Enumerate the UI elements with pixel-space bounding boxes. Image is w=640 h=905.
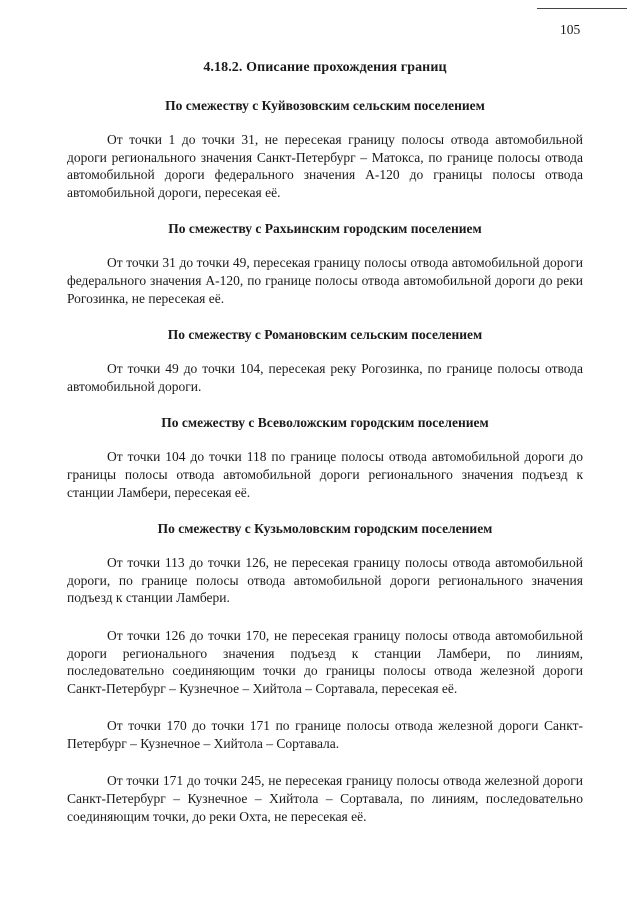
page-number: 105 xyxy=(560,22,581,37)
section-heading: По смежеству с Рахьинским городским поселением xyxy=(168,221,482,237)
boundary-paragraph: От точки 104 до точки 118 по границе полосы отвода автомобильной дороги до границы полосы отвода автомобильной дороги регионального значения подъезд к станции Ламбери, пересекая её. xyxy=(67,449,583,500)
section-heading: По смежеству с Кузьмоловским городским поселением xyxy=(157,521,493,537)
boundary-paragraph: От точки 171 до точки 245, не пересекая границу полосы отвода железной дороги Санкт-Петербург – Кузнечное – Хийтола – Сортавала, по линиям, последовательно соединяющим точки, до реки Охта, не пересекая её. xyxy=(67,773,583,824)
boundary-section-romanovskoe xyxy=(67,327,583,395)
boundary-paragraph: От точки 113 до точки 126, не пересекая границу полосы отвода автомобильной дороги, по границе полосы отвода автомобильной дороги регионального значения подъезд к станции Ламбери. xyxy=(67,555,583,606)
section-heading: По смежеству с Всеволожским городским поселением xyxy=(161,415,489,431)
boundary-paragraph: От точки 49 до точки 104, пересекая реку Рогозинка, по границе полосы отвода автомобильной дороги. xyxy=(67,361,583,394)
section-title: 4.18.2. Описание прохождения границ xyxy=(203,60,447,75)
boundary-paragraph: От точки 1 до точки 31, не пересекая границу полосы отвода автомобильной дороги регионального значения Санкт-Петербург – Матокса, по границе полосы отвода автомобильной дороги федерального значения А-120 до границы полосы отвода автомобильной дороги, пересекая её. xyxy=(67,132,583,200)
section-heading: По смежеству с Романовским сельским поселением xyxy=(167,327,483,343)
section-heading: По смежеству с Куйвозовским сельским поселением xyxy=(165,98,485,113)
boundary-section-kuyvozovskoe xyxy=(67,98,583,201)
boundary-paragraph: От точки 170 до точки 171 по границе полосы отвода железной дороги Санкт-Петербург – Кузнечное – Хийтола – Сортавала. xyxy=(67,718,583,751)
header-rule xyxy=(537,8,627,9)
boundary-paragraph: От точки 126 до точки 170, не пересекая границу полосы отвода автомобильной дороги регионального значения подъезд к станции Ламбери, по линиям, последовательно соединяющим точки до границы полосы отвода железной дороги Санкт-Петербург – Кузнечное – Хийтола – Сортавала, пересекая её. xyxy=(67,627,583,696)
boundary-paragraph: От точки 31 до точки 49, пересекая границу полосы отвода автомобильной дороги федерального значения А-120, по границе полосы отвода автомобильной дороги до реки Рогозинка, не пересекая её. xyxy=(67,255,583,306)
boundary-section-vsevolozhskoe xyxy=(67,415,583,501)
page-content xyxy=(67,60,583,845)
boundary-section-kuzmolovskoe xyxy=(67,521,583,825)
boundary-section-rakhyinskoe xyxy=(67,221,583,307)
